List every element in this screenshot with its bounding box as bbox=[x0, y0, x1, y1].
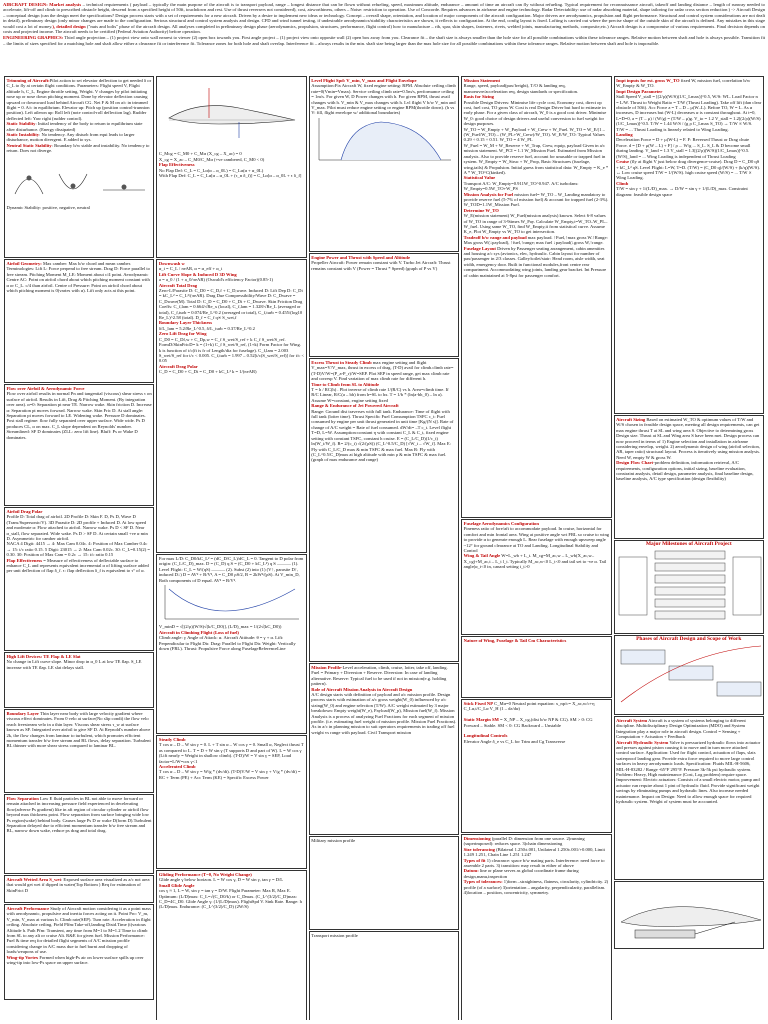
wingtip-vortex-text: Formed when high-Ps air on lower surface spills up over wing-tip into low-Ps space on upper surface. bbox=[6, 954, 144, 966]
detailed-design-text: ("nuts and bolts" phase of the aircraft design. All analyses completed in preliminary design phase (aerodynamics, propulsion, structures, performance, flight control) how to manufacture – rib, spar, skin shapes, fasteners, rivets, welded joints, manufacturing methods, composite,etc.) Aircraft design is a compromise of various requirements. Final decision depends on costs and projected income. The aircraft needs to be certified (Federal Aviation Authority) before operation. bbox=[3, 23, 765, 35]
static-stability-keyword: Static Stability bbox=[6, 121, 36, 127]
design-parameters-box bbox=[614, 76, 764, 414]
mission-statement-heading: Mission Statement bbox=[463, 78, 501, 83]
aircraft-performance-heading: Aircraft Performance bbox=[6, 906, 50, 911]
mission-analysis-text: A/C design starts with definition of payload and a/c mission profile. Design process starts with estimation of a/c gross weight(W_0) influenced by a/c sizing(W_0) and engine selection (T/W). A/C weight estimated by 3 major breakdown: Empty weight(W_e), Payload(W_p), Mission fuel(W_f). Mission Analysis is a process of analyzing Fuel Fractions for each segment of mission profile. (i.e. estimating fuel weight of mission profile. Mission Fuel Fractions). As in a/c in planning mission to suit operators requirements in trading off fuel weight vs range with payload. Civil Transport mission bbox=[311, 692, 457, 735]
boundary-layer-thickness-heading: Boundary Layer Thickness bbox=[158, 320, 213, 326]
milestones-figure bbox=[614, 540, 764, 634]
boundary-layer-thickness-text: δ/L_lam = 5.2/Re_L^0.5, δ/L_turb = 0.37/Re_L^0.2 bbox=[158, 325, 255, 331]
mission-fuel-text: mission fuel= W_TO – W_Landing mandatory to provide reserve fuel (5-7% of mission fuel) & account for trapped fuel (2-3%). W_TOD=1.1W_Mission Fuel. bbox=[463, 191, 609, 208]
engine-power-box bbox=[309, 253, 459, 357]
datum-heading: Datum: bbox=[463, 868, 479, 874]
wing-tail-angle-text: W=L_wb + L_t. M_cg=M_ac,w – L_wb(X_ac,w–X_cg)+M_ac,t – L_t l_t. Typically M_ac,w<0 L_t<0 and tail set to -ve α. Tail angle(α_t<0 in, canard setting i_t>0 bbox=[463, 553, 607, 570]
flow-over-airfoil-text: Flow over airfoil results in normal Pn and tangential (viscous) shear stress τ on surface of airfoil. Results in Lift, Drag & Pitching Moment. (By integration over area). α=0: Separation pt near TE. Narrow wake. Skin friction D. Increase α: Separation pt moves forward. Narrow wake. Skin Fric D. At stall angle: Separation pt moves forward to LE. Widening wake. Pressure D dominates. Post stall regime: flow fully separated over upper surface. Wide wide. Ps D produces CL, α on max. C_L slope dependent on Reynolds' number. Streamlined: SF D dominates (ZLL: zero lift line). Bluff: Ps or Wake D dominates. bbox=[6, 391, 152, 440]
transport-mission-box bbox=[309, 931, 459, 1020]
trimming-heading: Trimming of Aircraft: bbox=[6, 78, 50, 83]
excess-thrust-text: max engine setting and flight V_max=V/V_max, thrust in excess of drag, (T-D) avail for climb.climb rate=(T-D)V/W=(P_a-P_r)/W=SEP. Plot SEP in speed range, get max climb rate and corresp V. Find variation of max climb rate for different h. bbox=[311, 360, 454, 382]
static-margin-heading: Static Margin SM bbox=[463, 717, 499, 723]
climb-text: T/W = sin γ + 1/(L/D)_max. → D/W = sin γ + 1/(L/D)_max. Constraint diagram: feasible design space bbox=[616, 186, 748, 197]
aircraft-system-text: Aircraft is a system of systems belonging to different discipline. Multidisciplinary Design Optimization (MDO) and System Integration play a major role in aircraft design. Control = Sensing + Computation + Actuation + Feedback bbox=[616, 718, 746, 740]
small-glide-heading: Small Glide Angle bbox=[158, 882, 195, 888]
high-lift-devices-text: No change in Lift curve slope. Minor drop in α_0 L at low TE flap. S_LE increase with TE flap. LE slat delays stall. bbox=[6, 659, 142, 670]
accelerated-climb-text: T cos α – D – W sin γ = W/g * (dv/dt). (T-D)V/W = V sin γ + V/g * (dv/dt) = RC + Term (PE) + Acc Term (KE) = Specific Excess Power bbox=[158, 769, 301, 780]
aircraft-sizing-text: Based on estimated W_TO & optimum values of T/W and W/S chosen in feasible design space, meeting all design requirements, can get max engine thrust T at SL and wing area S. Objective to determining gross Design size. Thrust at SL and Wing area S have been met. Design process can now proceed in terms of 1) Engine selection and installation in airframe considering envelop, weight. 2) aerodynamic design of wing (airfoil selection, AR, taper ratio) structural layout. Process is iteratively using mission analysis. Need W, empty W & gross W. bbox=[616, 417, 761, 460]
mission-analysis-heading: Role of Aircraft Mission Analysis in Aircraft Design bbox=[311, 686, 413, 692]
phases-chart bbox=[615, 642, 765, 708]
aircraft-total-drag-text: Zero-L/Parasite D: C_D0 = C_D,f + C_D,wave. Induced D: Lift Dep D: C_Di = kC_L² = C_L²/(πeAR). Drag Due Compressibility/Wave D: C_Dwave = C_Dwave(M). Total D: C_D = C_D0 + C_Di + C_Dwave. Skin Friction Drag Coeffs: C_f,lam = 0.664/√Re_x (local), C_f,lam = 1.328/√Re_L (averaged or total), C_f,turb = 0.074/Re_L^0.2 (averaged or total), C_f,turb = 0.455/(log10 Re_L)^2.58 (total). D_f = C_f q∞ S_wet,f bbox=[158, 288, 303, 321]
basis-for-sizing-heading: Basis for Sizing bbox=[463, 94, 494, 100]
impt-inputs-heading: Impt inputs for est. gross W_TO bbox=[616, 78, 680, 83]
steady-climb-box bbox=[156, 735, 306, 869]
fuselage-aero-heading: Fuselage Aerodynamics Configuration bbox=[463, 521, 539, 526]
fuselage-aero-box bbox=[461, 519, 611, 635]
downwash-heading: Downwash w bbox=[158, 261, 185, 266]
flow-over-airfoil-box bbox=[4, 384, 154, 506]
max-ld-box bbox=[156, 554, 306, 734]
static-stability-text: : Initial tendency of the body to return to equilibrium state after disturbance. (Energy dissipated) bbox=[6, 121, 143, 132]
milestones-flowchart bbox=[615, 547, 765, 627]
aircraft-performance-text: Study of Aircraft motion considering it as a point mass with aerodynamic, propulsive and inertia forces acting on it. Point Pro: V_m, V_min, V_max at various h. Climb rate(SEP). Turn rate. Acceleration in flight ceiling. Absolute ceiling. Field Plfm:Take-off,landing Distd.Time (t)various Altitude h. Path Pfm: Transient, any time from M=1 to M=1.2 Time to climb from SL to any alt or cruise Alt. R&E for given fuel. Mission Performance: Fuel & time req for detailed flight segments of A/C mission profile considering change in A/C mass due to fuel burnt and dropping of loads/weapons of use. bbox=[6, 906, 151, 955]
engineering-graphics-paragraph bbox=[3, 35, 765, 46]
time-to-climb-heading: Time to Climb from SL to Altitude bbox=[311, 381, 379, 387]
climb-heading: Climb bbox=[616, 180, 629, 186]
aircraft-drag-polar-heading: Aircraft Drag Polar bbox=[158, 363, 198, 369]
basis-for-sizing-text: Possible Design Drivers: Minimise life cycle cost, Economy cost, direct op cost, fuel cost, TO gross W. Cost is real Design Driver but hard to estimate in early phase. For a given class of aircraft, W_0 is a good cost driver. Minimise W_0: good choice of design drivers and useful conversion to fuel weight for design purposes. bbox=[463, 99, 607, 127]
military-mission-box bbox=[309, 836, 459, 930]
engine-power-heading: Engine Power and Thrust with Speed and Altitude bbox=[311, 255, 411, 260]
aircraft-sizing-heading: Aircraft Sizing bbox=[616, 417, 646, 422]
with-flap-equation: With Flap Def: C_L = C_Lα[α – α_0L + (τ_n δ_f)] = C_Lα[α – α_0L + τ δ_f] bbox=[158, 173, 302, 179]
hydraulic-actuator-diagram bbox=[615, 882, 765, 946]
zero-lift-drag-heading: Zero Lift Drag for Wing bbox=[158, 331, 207, 337]
vmind-equation: V_minD = √[(2/ρ)(W/S)√(k/C_D0)], (L/D)_max = 1/(2√(kC_D0)) bbox=[158, 624, 282, 630]
neutral-point-box bbox=[461, 699, 611, 833]
wetted-area-text: : Exposed surface area visualized as a/c not area that would get wet if dipped in water(Top Bottom ) Req for estimation of SkinFrict D bbox=[6, 877, 150, 893]
dynamic-stability-caption: Dynamic Stability: positive, negative, neutral bbox=[6, 205, 90, 211]
airfoil-moment-diagram bbox=[159, 78, 305, 150]
high-lift-devices-box bbox=[4, 652, 154, 708]
hydraulic-figure bbox=[614, 881, 764, 949]
aircraft-sizing-box bbox=[614, 415, 764, 539]
detailed-design-keyword: ), detailed design bbox=[52, 23, 86, 29]
mission-fuel-heading: Mission Analysis for Fuel bbox=[463, 191, 514, 197]
size-tolerancing-text: (Bilateral 1.250±.001, Unilateral 1.250±.001/+0.000, Limit 1.249 1.251, Chain Line 1.251 1.247 bbox=[463, 846, 605, 858]
small-glide-text: cos γ ≈ 1, L = W, sin γ = tan γ = D/W. Flight Parameter: Max R, Max E. Optimum: (L/D)max: C_L=√(C_D0/k) or C_Dmax. (C_L^(3/2)/C_D)max: C_D=4C_D0. Glide Angle γ: (1/(L/D)max). FlightSpd V. Sink Rate. Range: h (L/D)max. Endurance: (C_L^(3/2)/C_D) (2W/S) bbox=[158, 888, 302, 910]
drag-speed-plot bbox=[159, 583, 305, 623]
dimensioning-text: (parallel D: dimension from one source. 2)running (superimposed): reduces space. 3)chain dimensioning bbox=[463, 836, 585, 847]
engine-power-text: Propeller Aircraft: Power remain constant with V. Turbo Jet Aircraft: Thrust remains constant with V (Power = Thrust * Speed) (graph of P vs V) bbox=[311, 260, 451, 271]
trimming-text: Pilot action to set elevator deflection to get needed δ or C_L to fly at certain flight conditions. Parameters: Flight speed V, Flight altitude h, C_L, Engine throttle setting, Weight. V changes by pilot initiating nose up or nose down pitching moment. Done by elevator deflection causing upward or downward load behind Aircraft CG. Net F & M on a/c in trimmed flight = 0. A/c in equilibrium. Elevator up: Pitch up (position control-trunnion position). Left aileron up: Roll left (note control-roll deflection lag). Rudder deflected left: Yaw right (rudder control). bbox=[6, 78, 152, 121]
determine-wto-text: W_E(mission statement) W_Fuel(mission analysis) known. Select 6-8 values of W_TO in range of 3-9times W_Pay. Calculate W_Empty,i=W_TO–W_PL–W_fuel. Using same W_TO, find W_Empty,ii from statistical curve. Assume K_e, Plot W_Empty vs W_TO to get intersection. bbox=[463, 213, 608, 235]
trimming-box bbox=[4, 76, 154, 258]
hydraulic-system-heading: Aircraft Hydraulic System bbox=[616, 739, 669, 745]
tolerances-heading: Types of tolerances: bbox=[463, 879, 503, 885]
steady-climb-heading: Steady Climb bbox=[158, 737, 186, 742]
time-to-climb-text: T = h / RC(h) . Plot inverse of climb rate 1/(R/C) vs h. Area=climb time. If R/C Linear, R/C(a – bh) from h=SL to hx. T = 1/b * (ln(a-bh_0) – ln a). Assume W=constant, engine setting fixed bbox=[311, 387, 449, 403]
level-flight-box bbox=[309, 76, 459, 252]
boundary-layer-box bbox=[4, 709, 154, 793]
stick-fixed-np-text: C_Mα=0 Neutral point equation: x_np/c= X_ac,w/c+η C_Lα,t/C_Lα V_H (1 – dε/dα) bbox=[463, 701, 595, 712]
dimensioning-heading: Dimensioning bbox=[463, 836, 491, 841]
milestones-title: Major Milestones of Aircraft Project bbox=[645, 541, 732, 547]
max-ld-text: For max L/D: C_D0/kC_L² = (dC_D/C_L)/dC_L = 0. Tangent to D polar from origin: (C_L/C_D)_max. D = (C_D) q S = (C_D0 + kC_L²) q S ——— (1). Level Flight: C_L = W/(qS) ——— (2). Subst (2) into (1) (V↑, parasite D↑, induced D↓) D = AV² + B/V², A = C_D0 ρS/2, B = 2kW²/(ρS). At V_min_D, Both components of D equal. AV² = B/V². bbox=[158, 556, 304, 583]
intro-section bbox=[3, 2, 765, 47]
downwash-drag-box bbox=[156, 259, 306, 553]
statistical-value-text: Transport A/C: W_Empty=0.911W_TO^0.947. A/C turbofans: W_Empty=0.5W_TO+W_PS bbox=[463, 180, 579, 192]
tradeoff-heading: Tradeoff b/w range and payload bbox=[463, 234, 527, 240]
longitudinal-controls-text: Elevator Angle δ_e vs C_L for Trim and Cg Transverse bbox=[463, 738, 566, 744]
static-instability-text: : No tendency. Any disturb from equi leads to larger disturbance, motion divergent. E added to sys. bbox=[6, 132, 135, 143]
steady-climb-text: T cos α – D – W sin γ = 0. L + T sin α – W cos γ = 0. Small α, Neglect thrust T as compared to L. T = D + W sin γ (T supports D and part of W). L = W cos γ (Lift nearly = Weight in shallow climb). (T-D)/W = V sin γ = SEP, Load factor=L/W=cos γ<1 bbox=[158, 742, 304, 764]
determine-wto-heading: Determine W_TO bbox=[463, 207, 499, 213]
column-2 bbox=[155, 76, 307, 1020]
fuel-weight-text: W_Fuel = W_M + W_Reserve + W_Trap, Crew, equip, payload Given in a/c mission statement. W_PCI = 1.1 W_Mission Fuel. Estimated from Mission analysis. Also to provide reserve fuel, account for unusable or trapped fuel in system. W_Empty = W_Struc + W_Prop, Basic Structures (fuselage, wing,tails) & Propulsion. Initial guess from statistical data: W_Empty = K_e * A * W_TO^C(kinked). bbox=[463, 142, 609, 175]
stick-fixed-np-heading: Stick Fixed NP bbox=[463, 701, 494, 706]
longitudinal-controls-heading: Longitudinal Controls bbox=[463, 733, 508, 739]
airfoil-drag-polar-box bbox=[4, 507, 154, 651]
moment-equation-1: C_Mcg = C_M0 + C_Mα (X_cg – X_ac) = 0 bbox=[158, 151, 242, 157]
fuselage-aero-text: Fineness ratio of fore/aft to accommodate payload. In cruise, horizontal for comfort and min frontal area. Wing at positive angle wrt FRL so cruise to wing to provide α to generate enough L. Rear fuselage with enough upsweep angle ~12° for ground clearance at TO and Landing. Longitudinal Stability and Control bbox=[463, 526, 610, 554]
high-lift-devices-heading: High Lift Devices: TE Flap & LE Slat bbox=[6, 654, 81, 659]
neutral-stability-keyword: Neutral Static Stability bbox=[6, 142, 52, 148]
level-flight-heading: Level Flight Spd: V_min, V_max and Flight Envelope bbox=[311, 78, 417, 83]
mission-profile-box bbox=[309, 663, 459, 835]
tradeoff-text: max payload. ↑Fuel,↑max gross W.↑Range: Max gross W(↓payload), ↑fuel,↑range; max fuel ↓payload(↓gross W,↑range. bbox=[463, 234, 608, 246]
excess-thrust-heading: Excess Thrust in Steady Climb bbox=[311, 360, 372, 365]
climbing-flight-text: Climb angle: γ Angle of Attack: α. Aircraft Attitude: θ = γ + α. Lift: Perpendicular to Flight Dir. Drag: Parallel to Flight Dir. Weight: Vertically down (FRL). Thrust: Propulsive Force along FuselageReferenceLine bbox=[158, 635, 296, 652]
gliding-heading: Gliding Performance (T=0, No Weight Change) bbox=[158, 872, 252, 877]
design-flow-text: -problem definition, information retrieval, A/C requirements, configuration options, initial sizing, baseline evaluation, constraint analysis, detail design, parameter analysis, final baseline design, baseline analysis, A/C type specification (design flexibility) bbox=[616, 460, 754, 482]
size-tolerancing-heading: Size tolerancing bbox=[463, 846, 495, 852]
airfoil-geometry-box bbox=[4, 259, 154, 383]
aircraft-performance-box bbox=[4, 904, 154, 1000]
aircraft-system-box bbox=[614, 716, 764, 880]
mission-statement-box bbox=[461, 76, 611, 518]
phases-title: Phases of Aircraft Design and Scope of Work bbox=[636, 636, 742, 642]
engineering-graphics-heading: ENGINEERING GRAPHICS: bbox=[3, 35, 64, 41]
phases-figure bbox=[614, 635, 764, 715]
landing-heading: Landing bbox=[616, 132, 633, 138]
aircraft-design-paragraph bbox=[3, 2, 765, 34]
lift-curve-slope-text: a = a_0 / (1 + a_0/πeAR) (Oswald's efficiency Factor)(0.85-1) bbox=[158, 277, 274, 283]
datum-text: line or plane serves as global coordinate frame during design,manu,inspection bbox=[463, 868, 579, 879]
flap-effectiveness-subheading: Flap Effectiveness bbox=[158, 162, 195, 168]
cm-characteristics-heading: Nature of Wing, Fuselage & Tail Cm Characteristics bbox=[463, 638, 567, 643]
statistical-value-heading: Statistical Value bbox=[463, 175, 496, 181]
gliding-box bbox=[156, 870, 306, 1020]
airfoil-drag-polar-text: Profile D: Total drag of airfoil. 2D Profile D: Skin F. D, Ps D, Wave D (Trans/Supersonic/V). 3D Parasite D: 2D profile + Induced D. At low speed and moderate α: Flow attached to airfoil. Narrow wake. Ps D < SF D. Near α_stall, flow separated. Wide wake. Ps D > SF D. At certain small +ve α min D. Asymmetric for camber airfoil. bbox=[6, 514, 148, 542]
naca-text: NACA 4 Digit: 4415 → 4: Max Cam 0.04c. 4: Position of Max Camber 0.4c → 15: t/c ratio 0.15. 5 Digit: 23015 → 2: Max Cam 0.02c. 30: C_L=0.15(2) = 0.30. 30: Position of Max Cam = 0.2c → 15: t/c ratio 0.15 bbox=[6, 541, 150, 558]
climbing-flight-heading: Aircraft in Climbing Flight (Loss of fuel) bbox=[158, 629, 239, 635]
aircraft-design-text: – technical requirements ( payload – typically the main purpose of the aircraft is to transport payload, range – longest distance that can be flown without refueling, speed, maximum altitude, endurance – amount of time an aircraft can fly without refueling. Typical requirement for reconnaissance aircraft, takeoff and landing distance – length of runway needed to accelerate, lift-off and climb to prescribed obstacle height, descend from a specified height of 50ft, touchdown and rest. Use of thrust reversers not considered), cost, airworthiness, others – Noise: restriction to operation. Use of Concorde. Requires advances in airframe and engine technology. Radar Detectability: use of radar absorbing material, shape tailoring for radar cross section reduction ) -> Aircraft Design – conceptual design (can the design meet the specifications? Design process starts with a set of requirements for a new aircraft. Driven by a desire to implement new ideas or technology. Concept – overall shape, orientation, and location of major components of the aircraft configuration. Major drivers are aerodynamics, propulsion and flight performance. Structural and control system considerations are not dealt in detail), preliminary design (only minor changes are made to the configuration. Serious structural and control system analysis and design. CFD and wind tunnel testing, if undesirable aerodynamics/stability characteristics are shown, it reflects to configuration. At the end, config layout is fixed. Lofting is carried out where the precise shape of the outside skin of the aircraft is defined. Any mistakes in this stage would cost a lot of money. bbox=[3, 2, 765, 29]
aircraft-design-heading: AIRCRAFT DESIGN: bbox=[3, 2, 48, 7]
flap-effectiveness-heading: Flap Effectiveness bbox=[6, 557, 43, 563]
no-flap-equation: No Flap Def: C_L = C_Lα(α – α_0L) = C_Lα(α + α_0L) bbox=[158, 167, 264, 173]
boundary-layer-heading: Boundary Layer bbox=[6, 711, 40, 716]
mission-statement-text: Range, speed, payload(pax/freight), T/O & landing req, manoeuvre/acceleration req, design standards or specification. bbox=[463, 83, 579, 94]
mission-profile-text: Level acceleration, climb, cruise, loiter, take off, landing. Fuel = Primary + Diversion + Reserve. Diversion: In case of landing alternative. Reserve: Typical fuel to be used if not in mission(e.g. holding pattern). bbox=[311, 665, 448, 687]
aircraft-drag-polar-text: C_D = C_D0 + C_Di = C_D0 + kC_L² k = 1/(πeAR) bbox=[158, 369, 257, 375]
landing-text: Deceleration Force = D + μ(W-L) = F. F: Reversed Thrust or Drag chute Force. d = [D + μ(W – L) + F] / ρ ... W/g ... S_L. S_L & D become small during landing. V_land = 1.3 V_stall = 1.3[(2/ρ)(W/S)(1/C_Lmax)]^0.5. (W/S)_land = ... Wing Loading is independent of Thrust Loading bbox=[616, 137, 751, 159]
transport-mission-label: Transport mission profile bbox=[311, 933, 358, 938]
flap-effectiveness-text: = Measure of effectiveness of deflectable surface to enhance C_L and represents equivalent incremental α of lifting surface added per unit deflection of flap δ_f. τ: flap deflection δ_f is equivalent to τ° of α. bbox=[6, 557, 149, 574]
boundary-layer-text: Thin layer near body with large velocity gradient where viscous effect dominates. From 0 velo at surface(No slip condi) the flow velo reach freestream velo in a thin layer. Viscous shear stress τ_w at surface known as SF. Integrated over airfoil to give SF D. At Reynold's number above 2k, the flow changes from laminar to turbulent, which promotes efficient momentum transfer b/w free stream and BL flows, delay separation. Turbulent BL thinner with more shear stress compared to laminar BL. bbox=[6, 711, 151, 749]
design-flow-heading: Design Flow Chart bbox=[616, 460, 654, 466]
neutral-stability-text: : Boundary b/w stable and instability. No tendency to return. Does not diverge. bbox=[6, 142, 150, 154]
gliding-text: Glide angle γ below horizon. L = W cos γ, D = W sin γ, tan γ = D/L bbox=[158, 877, 284, 883]
airfoil-geometry-text: Max camber: Max b/w chord and mean camber. Terminologies: Lift L: Force perpend to free stream. Drag D: Force parallel to free stream. Pitching Moment M_LE: Moment about c/4 point. Aerodynamic Centre AC: Point on airfoil chord about which pitching moment constant with α or C_L. c/4 than airfoil. Centre of Pressure: Point on airfoil chord about which pitching moment is 0(varies with α). Lift only acts at this point. bbox=[6, 261, 150, 294]
wingtip-vortex-heading: Wing-tip Vortex bbox=[6, 954, 39, 960]
flight-envelope-plot bbox=[311, 116, 457, 164]
accelerated-climb-heading: Accelerated Climb bbox=[158, 764, 196, 770]
hydraulic-system-text: Valve is pressurized hydraulic flows into actuator and presses against piston causing it to move and in turn move attached control surface. Application: Used for flight control, actuation of flaps, slats waterproof landing gear. Provide extra force required to move large control surfaces in heavy aerodynamic loads. Specification: Fluids MIL-H-5606, MIL-H-83282 / Range -65°F 295°F. Pressure 3k-5k psi hydraulic system. Problem: Heavy, High maintenance (Cost, Log problem) require space. Improvement: Electric actuators: Consists of a small electric motor, pump and actuator run require about 1 pint of hydraulic fluid. Provide significant weight savings by eliminating pumps and hydraulic lines. Also increase needed maintenance. Impact on Design: Need to allow enough space for required hydraulic system. Weight of system must be accounted. bbox=[616, 739, 761, 805]
weight-equation-text: W_TO = W_Empty + W_Payload + W_Crew + W_Fuel. W_TO = W_E/(1 – (W_Fuel/W_TO) – (W_PL+W_Crew)/W_TO). W_E/W_TO: Typical Values 0.29 ÷ 0.15 ÷ 0.51. W_TO = 4 W_PL bbox=[463, 126, 605, 143]
column-1 bbox=[3, 76, 155, 1020]
cruise-heading: Cruise bbox=[616, 159, 630, 165]
lift-curve-slope-heading: Lift Curve Slope & Induced D 3D Wing bbox=[158, 271, 237, 277]
column-4 bbox=[460, 76, 612, 1020]
column-3 bbox=[308, 76, 460, 1020]
downwash-text: α_i = C_L / πeAR, α = α_eff + α_i bbox=[158, 266, 223, 272]
static-margin-text: = X_NP – X_cg,(dist b/w NP & CG). SM > 0: CG Forward – Stable. SM < 0: CG Backward – Unstable bbox=[463, 717, 593, 728]
range-endurance-heading: Range & Endurance of Jet Powered Aircraft bbox=[311, 403, 399, 409]
zero-lift-drag-text: C_D0 = C_Df,w + C_Dp,w = C_f S_wet/S_ref + k C_f S_wet/S_ref. FormD/SkinFricD= k = (1+k) C_f S_wet/S_ref, (1+k) Form Factor for Wing. k is function of t/c(ft is fr of Length/dia for fuselage). C_f,lam = 2.003 S_wet/S_ref for t/c < 0.005. C_f,turb = 1.997 – 0.52[t/c(S_wet/S_ref)] for t/c < 0.05 bbox=[158, 336, 305, 364]
stability-diagram bbox=[7, 154, 153, 204]
cm-characteristics-box bbox=[461, 636, 611, 698]
impt-inputs-text: fixed W, mission fuel, correlation b/w W_Empty & W_TO. bbox=[616, 78, 751, 89]
cruise-text: (fly at flight V just below drag divergence-cruise). Drag D = C_D0 qS + kC_L² qS. Level Flight: L=W, T=D. (T/W) = (C_D0 q)/(W/S) + (k/q)(W/S). ↔ Low cruise speed T/W = 1/(W/S). high cruise speed (W/S) = ... T/W ∝ Wing Loading. bbox=[616, 159, 761, 181]
military-mission-label: Military mission profile bbox=[311, 838, 356, 843]
engineering-graphics-text: Third angle projection – (1) project view onto wall nearest to viewer (2) open box towards you. First angle project – (1) project view onto opposite wall (2) open box away from you. Clearance fit – the shaft size is always smaller than the hole size for all possible combinations within these tolerance ranges. Relative motion between shaft and hole is always possible. Transition fit – the limits of sizes specified for a matching hole and shaft allow either a clearance fit or interference fit. Tolerance zones for both hole and shaft overlap. Interference fit – always results in the min. shaft size being larger than the max hole size for all possible combinations within these tolerance ranges. Relative motion between shaft and hole is impossible. bbox=[3, 35, 766, 46]
fuselage-layout-text: Driven by Passenger seating arrangement, cabin amenities and housing a/c sys (avionics, elec, hydraulic. Cabin layout for number of pax/passenger in 2/3 classes. Galley/toilet/stair: Head room, aisle width, seat width, emergency door. Built in functional modules,front centre rear compartment. Accommodating wing joints, landing gear bracket. Int Pressure of cabin maintained at 5-8psi for passenger comfort. bbox=[463, 245, 607, 278]
design-parameter-text: Stall Speed V_stall = [(2/ρ)(W/S)(1/C_Lmax)]^0.5, W/S: WL. Load Factor n = L/W. Thrust to Weight Ratio = T/W (Thrust Loading). Take off lift (dan clear obstacle of 50ft). Acc Force a = T – D – μ(W–L). Before TO, W = L. As α increases, D increases but (W-L) decreases α is constant throughout. At t=0, L=D=0, a = (T – μ) / (W/g) = (T/W – μ)g. V_to = 1.2 V_stall = 1.2[(2/ρ)(W/S)(1/C_Lmax)]^0.5. T/W = 1.44 W/S / (g ρ C_Lmax S_TO) → T/W ∝ W/S. T/W = ... Thrust Loading is linearly related to Wing Loading. bbox=[616, 94, 762, 132]
moment-equation-2: X_cg = X_ac – C_M0/C_Mα (+ve cambered, C_M0 < 0) bbox=[158, 156, 265, 162]
fuselage-layout-heading: Fuselage Layout bbox=[463, 245, 496, 251]
wing-tail-angle-heading: Wing & Tail Angle bbox=[463, 553, 501, 559]
wetted-area-heading: Aircraft Wetted Area S_wet bbox=[6, 877, 61, 882]
aircraft-total-drag-heading: Aircraft Total Drag bbox=[158, 282, 198, 288]
tolerances-text: 1)form –straightness, flatness, circularity, cylindricity. 2) profile (of a surface) 3)orientation – angularity, perpendicularity, parallelism. 4)location – position, concentricity, symmetry. bbox=[463, 879, 609, 896]
flow-separation-heading: Flow Separation bbox=[6, 796, 39, 801]
range-endurance-text: Range: Ground dist traverses with full tank. Endurance: Time of flight with full tank (loiter time). Thrust Specific Fuel Consumption TSFC c_t: Fuel consumed by engine per unit thrust generated in unit time [Kg/(N s)]. Rate of change of A/C weight = Rate of fuel consumed. dW/dt= –T c_t. Level flight T=D, L=W. Assumption:constant η with constant C_L & C_t, fixed engine setting with constant TSFC, constant h cruise. E = (C_L/C_D)(1/c_t) ln(W_i/W_f). R= 2/(c_t) √(2/(ρS)) (C_L^0.5/C_D) [√W_i – √W_f]. Max E: Fly with C_L/C_D max & min TSFC & max fuel. Max R: Fly with (C_L^0.5/C_D)max at high altitude with min ρ & min TSFC & max fuel. (graph of max endurance and range) bbox=[311, 408, 454, 463]
design-parameter-heading: Impt Design Parameter bbox=[616, 88, 663, 94]
airfoil-drag-polar-heading: Airfoil Drag Polar bbox=[6, 509, 43, 514]
equilibrium-box bbox=[156, 76, 306, 258]
flow-separation-text: Low E fluid particles in BL not able to move forward or remain attached in increasing pressure field experienced in decelerating flow(adverse Ps gradient) like in aft region of circular cylinder or airfoil flow beyond max thickness point. Flow separation from surface bringing wide low Ps region(wake) behind body. Causes large Ps D or wake D(form D).Turbulent Separation delayed due to efficient momentum transfer b/w free stream and BL, narrow down wake, reduce ps drag and total drag. bbox=[6, 796, 152, 834]
dimensioning-box bbox=[461, 834, 611, 1020]
types-of-fit-text: 1) clearance: space b/w mating parts. Interference: need force to assemble 2 parts. 3) transition: may result in either of above bbox=[463, 857, 605, 869]
mission-profile-heading: Mission Profile- bbox=[311, 665, 343, 670]
aircraft-system-heading: Aircraft System bbox=[616, 718, 648, 723]
cheat-sheet-grid bbox=[3, 76, 765, 1020]
flow-over-airfoil-heading: Flow over Airfoil & Aerodynamic Force bbox=[6, 386, 85, 391]
excess-thrust-box bbox=[309, 358, 459, 662]
level-flight-text: Assumption:Fix Aircraft W, fixed engine setting: RPM. Absolute ceiling climb rate=0(Vmin=Vmax). Service ceiling climb rate=0.5m/s, performance ceiling = 1m/s. For given W, D Power changes with h. For given RPM, thrust avail changes with h. V_min & V_max changes with h. Lvl flight V b/w V_min and V_max. Pilot must reduce engine setting or engine RPM(throttle down). (h vs V: fill, flight envelope w/ additional boundaries) bbox=[311, 83, 456, 116]
static-instability-keyword: Static Instability bbox=[6, 132, 40, 138]
market-analysis-keyword: Market analysis bbox=[49, 2, 82, 7]
flow-separation-box bbox=[4, 794, 154, 874]
column-5 bbox=[613, 76, 765, 1020]
types-of-fit-heading: Types of fit bbox=[463, 857, 486, 863]
wetted-area-box bbox=[4, 875, 154, 903]
airfoil-geometry-heading: Airfoil Geometry: bbox=[6, 261, 42, 266]
